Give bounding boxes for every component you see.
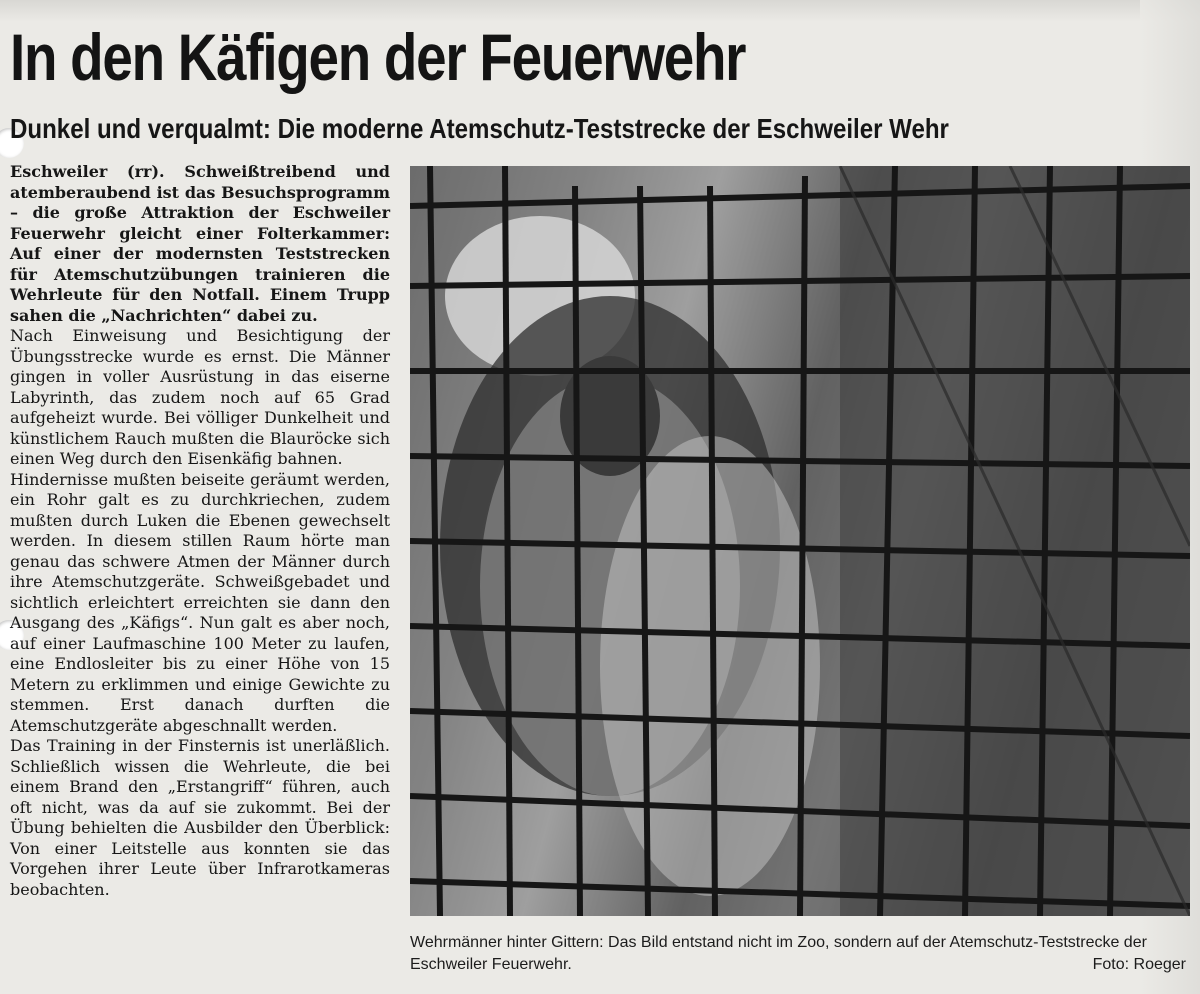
cage-photo-illustration [410,166,1190,916]
subheadline: Dunkel und verqualmt: Die moderne Atemschutz-Teststrecke der Eschweiler Wehr [10,113,949,144]
article-photo [410,166,1190,916]
photo-caption [410,932,1186,976]
article-body [10,162,390,900]
body-paragraph: Hindernisse mußten beiseite geräumt werden, ein Rohr galt es zu durchkriechen, zudem mußten durch Luken die Ebenen gewechselt werden. In diesem stillen Raum hörte man genau das schwere Atmen der Männer durch ihre Atemschutzgeräte. Schweißgebadet und sichtlich erleichtert erreichten sie dann den Ausgang des „Käfigs“. Nun galt es aber noch, auf einer Laufmaschine 100 Meter zu laufen, eine Endlosleiter bis zu einer Höhe von 15 Metern zu erklimmen und einige Gewichte zu stemmen. Erst danach durften die Atemschutzgeräte abgeschnallt werden. [10,469,390,735]
caption-text: Wehrmänner hinter Gittern: Das Bild entstand nicht im Zoo, sondern auf der Atemschutz-Teststrecke der Eschweiler Feuerwehr. [410,934,1147,973]
body-paragraph: Das Training in der Finsternis ist unerläßlich. Schließlich wissen die Wehrleute, die bei einem Brand den „Erstangriff“ führen, auch oft nicht, was da auf sie zukommt. Bei der Übung behielten die Ausbilder den Überblick: Von einer Leitstelle aus konnten sie das Vorgehen ihrer Leute über Infrarotkameras beobachten. [10,736,390,899]
body-paragraph: Nach Einweisung und Besichtigung der Übungsstrecke wurde es ernst. Die Männer gingen in voller Ausrüstung in das eiserne Labyrinth, das zudem noch auf 65 Grad aufgeheizt wurde. Bei völliger Dunkelheit und künstlichem Rauch mußten die Blauröcke sich einen Weg durch den Eisenkäfig bahnen. [10,326,390,468]
headline: In den Käfigen der Feuerwehr [10,20,746,94]
photo-credit: Foto: Roeger [1092,956,1186,973]
lead-paragraph: Eschweiler (rr). Schweißtreibend und atemberaubend ist das Besuchsprogramm – die große Attraktion der Eschweiler Feuerwehr gleicht einer Folterkammer: Auf einer der modernsten Teststrecken für Atemschutzübungen trainieren die Wehrleute für den Notfall. Einem Trupp sahen die „Nachrichten“ dabei zu. [10,162,390,325]
